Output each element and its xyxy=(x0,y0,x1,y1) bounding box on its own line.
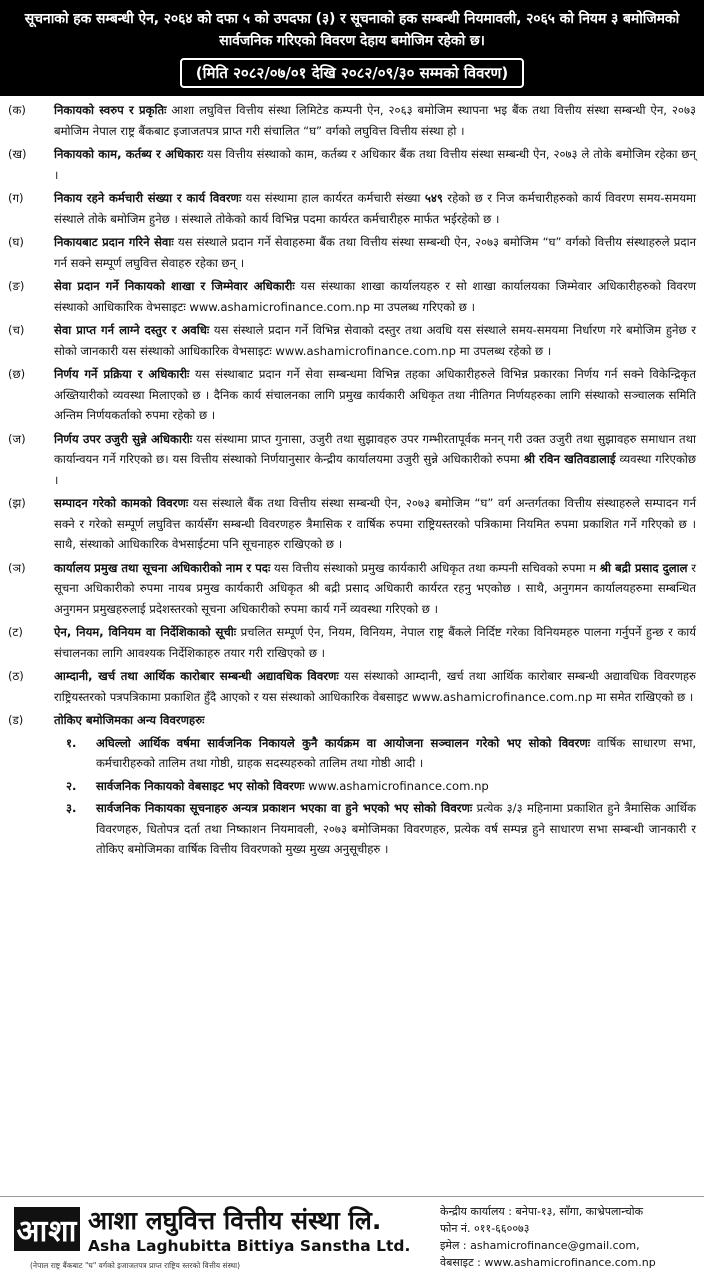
item-label: (ग) xyxy=(8,191,24,205)
item-heading: निकायको काम, कर्तब्य र अधिकारः xyxy=(54,147,204,161)
logo: आशा xyxy=(14,1207,80,1251)
sub-body xyxy=(96,776,696,797)
item-text-continued: व्यवस्था गरिएकोछ । xyxy=(54,452,696,487)
sub-item xyxy=(54,798,696,860)
item-label: (छ) xyxy=(8,367,26,381)
contact-block xyxy=(440,1203,700,1271)
contact-website[interactable]: वेबसाइट : www.ashamicrofinance.com.np xyxy=(440,1256,656,1269)
sub-body xyxy=(96,733,696,774)
item-text: प्रचलित सम्पूर्ण ऐन, नियम, विनियम, नेपाल राष्ट्र बैंकले निर्दिष्ट गरेका विनियमहरु पालना गर्नुपर्ने हुन्छ र कार्य संचालनका लागि आवश्यक निर्देशिकाहरु तयार गरी राखिएको छ । xyxy=(54,625,696,660)
item-label: (ट) xyxy=(8,625,23,639)
item-heading: निकायको स्वरुप र प्रकृतिः xyxy=(54,103,167,117)
item-body xyxy=(54,493,696,555)
item-label: (ञ) xyxy=(8,560,26,575)
item-body xyxy=(54,232,696,273)
item-label: (ङ) xyxy=(8,279,25,293)
item-label: (क) xyxy=(8,103,26,117)
item-text: यस संस्थामा हाल कार्यरत कर्मचारी संख्या xyxy=(241,191,425,205)
sub-item xyxy=(54,733,696,774)
contact-email[interactable]: इमेल : ashamicrofinance@gmail.com, xyxy=(440,1239,640,1252)
item-text: यस संस्थाले प्रदान गर्ने सेवाहरुमा बैंक तथा वित्तीय संस्था सम्बन्धी ऐन, २०७३ बमोजिम “घ” वर्गको वित्तीय संस्थाहरुले प्रदान गर्न सक्ने सम्पूर्ण लघुवित्त सेवाहरु रहेका छन् । xyxy=(54,235,696,270)
item-label: (ख) xyxy=(8,147,27,161)
disclosure-list xyxy=(8,100,696,863)
item-label: (ठ) xyxy=(8,669,24,683)
period-banner: (मिति २०८२/०७/०१ देखि २०८२/०९/३० सम्मको विवरण) xyxy=(180,58,525,88)
item-text: यस संस्थाले प्रदान गर्ने विभिन्न सेवाको दस्तुर तथा अवधि यस संस्थाले समय-समयमा निर्धारण गरे बमोजिम हुनेछ र सोको जानकारी यस संस्थाको आधिकारिक वेभसाइटः www.ashamicrofinance.com.np मा उपलब्ध रहेको छ । xyxy=(54,323,696,358)
org-name-nepali: आशा लघुवित्त वित्तीय संस्था लि. xyxy=(88,1206,382,1235)
sub-body xyxy=(96,798,696,860)
list-item xyxy=(8,188,696,229)
item-highlight: श्री बद्री प्रसाद दुलाल xyxy=(599,560,688,575)
item-heading: सेवा प्रदान गर्ने निकायको शाखा र जिम्मेवार अधिकारीः xyxy=(54,279,295,293)
org-name-english: Asha Laghubitta Bittiya Sanstha Ltd. xyxy=(88,1237,411,1255)
list-item xyxy=(8,276,696,317)
contact-phone: फोन नं. ०११-६६००७३ xyxy=(440,1222,530,1235)
item-text: यस संस्थाबाट प्रदान गर्ने सेवा सम्बन्धमा विभिन्न तहका अधिकारीहरुले विभिन्न प्रकारका निर्णय गर्न सक्ने विकेन्द्रिकृत अख्तियारीको व्यवस्था मिलाएको छ । दैनिक कार्य संचालनका लागि प्रमुख कार्यकारी अधिकृत तथा नीतिगत निर्णयहरुका लागि संस्थाको सञ्चालक समिति अन्तिम निर्णयकर्ताको रुपमा रहेको छ । xyxy=(54,367,696,422)
website-link[interactable]: www.ashamicrofinance.com.np xyxy=(304,778,489,793)
item-text-continued: रहेको छ र निज कर्मचारीहरुको कार्य विवरण समय-समयमा संस्थाले तोके बमोजिम हुनेछ । संस्थाले तोकेको कार्य विभिन्न पदमा कार्यरत कर्मचारीहरु मार्फत भईरहेको छ । xyxy=(54,191,696,226)
item-highlight: ५४९ xyxy=(424,191,443,205)
item-body xyxy=(54,276,696,317)
item-heading: ऐन, नियम, विनियम वा निर्देशिकाको सूचीः xyxy=(54,625,237,639)
item-heading: निर्णय गर्ने प्रक्रिया र अधिकारीः xyxy=(54,367,190,381)
notice-header xyxy=(0,0,704,96)
footer xyxy=(0,1196,704,1280)
list-item xyxy=(8,666,696,707)
item-heading: आम्दानी, खर्च तथा आर्थिक कारोबार सम्बन्धी अद्यावधिक विवरणः xyxy=(54,669,339,683)
other-heading: तोकिए बमोजिमका अन्य विवरणहरुः xyxy=(54,713,205,727)
item-heading: निकायबाट प्रदान गरिने सेवाः xyxy=(54,235,174,249)
org-note: (नेपाल राष्ट्र बैंकबाट "घ" वर्गको इजाजतपत्र प्राप्त राष्ट्रिय स्तरको वित्तीय संस्था) xyxy=(30,1261,241,1270)
sub-text: प्रत्येक ३/३ महिनामा प्रकाशित हुने त्रैमासिक आर्थिक विवरणहरु, धितोपत्र दर्ता तथा निष्काशन नियमावली, २०७३ बमोजिमका विवरणहरु, प्रत्येक वर्ष सम्पन्न हुने साधारण सभा सम्बन्धी जानकारी र तोकिए बमोजिमका वार्षिक वित्तीय विवरणको मुख्य मुख्य अनुसूचीहरु । xyxy=(96,801,696,856)
item-body xyxy=(54,188,696,229)
item-text-continued: र सूचना अधिकारीको रुपमा नायब प्रमुख कार्यकारी अधिकृत श्री बद्री प्रसाद अधिकारी कार्यरत रहनु भएकोछ । साथै, अनुगमन कार्यालयहरुमा सम्बन्धित अनुगमन प्रमुखहरुलाई प्रदेशस्तरको सूचना अधिकारीको रुपमा कार्य गर्ने व्यवस्था गरिएको छ । xyxy=(54,560,697,616)
list-item xyxy=(8,232,696,273)
list-item xyxy=(8,558,696,620)
list-item xyxy=(8,622,696,663)
sub-item xyxy=(54,776,696,797)
sub-num: १. xyxy=(66,735,77,750)
item-heading: सम्पादन गरेको कामको विवरणः xyxy=(54,496,189,510)
list-item xyxy=(8,493,696,555)
list-item xyxy=(8,100,696,141)
item-text: यस संस्थाले बैंक तथा वित्तीय संस्था सम्बन्धी ऐन, २०७३ बमोजिम “घ” वर्ग अन्तर्गतका वित्तीय संस्थाहरुले सम्पादन गर्न सक्ने र गरेको सम्पूर्ण लघुवित्त कार्यसँग सम्बन्धी विवरणहरु त्रैमासिक र वार्षिक रुपमा राष्ट्रियस्तरको पत्रिकामा नियमित रुपमा प्रकाशित गर्ने गरिएको छ । साथै, संस्थाको आधिकारिक वेभसाईटमा पनि सूचनाहरु राखिएको छ । xyxy=(54,496,696,551)
item-label: (ड) xyxy=(8,713,24,727)
item-body xyxy=(54,320,696,361)
sub-heading: अघिल्लो आर्थिक वर्षमा सार्वजनिक निकायले कुनै कार्यक्रम वा आयोजना सञ्चालन गरेको भए सोको विवरणः xyxy=(96,735,591,750)
item-container xyxy=(8,100,696,707)
item-heading: सेवा प्राप्त गर्न लाग्ने दस्तुर र अवधिः xyxy=(54,323,210,337)
item-body xyxy=(54,666,696,707)
item-body xyxy=(54,429,696,491)
item-label: (ज) xyxy=(8,431,26,446)
item-text: आशा लघुवित्त वित्तीय संस्था लिमिटेड कम्पनी ऐन, २०६३ बमोजिम स्थापना भइ बैंक तथा वित्तीय संस्था सम्बन्धी ऐन, २०७३ बमोजिम नेपाल राष्ट्र बैंकबाट इजाजतपत्र प्राप्त गरी संचालित “घ” वर्गको लघुवित्त वित्तीय संस्था हो । xyxy=(54,103,696,138)
item-body xyxy=(54,364,696,426)
header-text: सूचनाको हक सम्बन्धी ऐन, २०६४ को दफा ५ को उपदफा (३) र सूचनाको हक सम्बन्धी नियमावली, २०६५ को नियम ३ बमोजिमको सार्वजनिक गरिएको विवरण देहाय बमोजिम रहेको छ। xyxy=(24,11,680,49)
item-label: (झ) xyxy=(8,496,26,510)
item-text: यस संस्थाका शाखा कार्यालयहरु र सो शाखा कार्यालयका जिम्मेवार अधिकारीहरुको विवरण संस्थाको आधिकारिक वेभसाइटः www.ashamicrofinance.com.np मा उपलब्ध गरिएको छ । xyxy=(54,279,696,314)
sub-num: २. xyxy=(66,778,77,793)
item-body xyxy=(54,144,696,185)
list-item xyxy=(8,364,696,426)
item-body xyxy=(54,558,696,620)
item-text: यस संस्थामा प्राप्त गुनासा, उजुरी तथा सुझावहरु उपर गम्भीरतापूर्वक मनन् गरी उक्त उजुरी तथा सुझावहरु समाधान तथा कार्यान्वयन गर्ने गरिएको छ। यस वित्तीय संस्थाको निर्णयानुसार केन्द्रीय कार्यालयमा उजुरी सुन्ने अधिकारीको रुपमा xyxy=(54,431,696,466)
item-highlight: श्री रविन खतिवडालाई xyxy=(523,452,616,466)
list-item-other xyxy=(8,710,696,860)
item-body xyxy=(54,100,696,141)
sub-text: वार्षिक साधारण सभा, कर्मचारीहरुको तालिम तथा गोष्ठी, ग्राहक सदस्यहरुको तालिम तथा गोष्ठी आदी । xyxy=(96,735,697,770)
sub-heading: सार्वजनिक निकायका सूचनाहरु अन्यत्र प्रकाशन भएका वा हुने भएको भए सोको विवरणः xyxy=(96,801,473,815)
item-text: यस संस्थाको आम्दानी, खर्च तथा आर्थिक कारोबार सम्बन्धी अद्यावधिक विवरणहरु राष्ट्रियस्तरको पत्रपत्रिकामा प्रकाशित हुँदै आएको र यस संस्थाको आधिकारिक वेबसाइट www.ashamicrofinance.com.np मा समेत राखिएको छ । xyxy=(54,669,696,704)
item-label: (च) xyxy=(8,323,25,337)
item-heading: निर्णय उपर उजुरी सुन्ने अधिकारीः xyxy=(54,431,193,446)
sub-num: ३. xyxy=(66,801,77,815)
item-label: (घ) xyxy=(8,235,24,249)
item-body xyxy=(54,710,696,860)
list-item xyxy=(8,320,696,361)
sub-heading: सार्वजनिक निकायको वेबसाइट भए सोको विवरणः xyxy=(96,778,305,793)
item-heading: निकाय रहने कर्मचारी संख्या र कार्य विवरणः xyxy=(54,191,242,205)
item-body xyxy=(54,622,696,663)
list-item xyxy=(8,144,696,185)
list-item xyxy=(8,429,696,491)
item-heading: कार्यालय प्रमुख तथा सूचना अधिकारीको नाम र पदः xyxy=(54,560,271,575)
contact-address: केन्द्रीय कार्यालय : बनेपा-१३, साँगा, काभ्रेपलान्चोक xyxy=(440,1205,644,1218)
item-text: यस वित्तीय संस्थाको प्रमुख कार्यकारी अधिकृत तथा कम्पनी सचिवको रुपमा म xyxy=(270,560,600,575)
item-text: यस वित्तीय संस्थाको काम, कर्तब्य र अधिकार बैंक तथा वित्तीय संस्था सम्बन्धी ऐन, २०७३ ले तोके बमोजिम रहेका छन् । xyxy=(54,147,696,182)
